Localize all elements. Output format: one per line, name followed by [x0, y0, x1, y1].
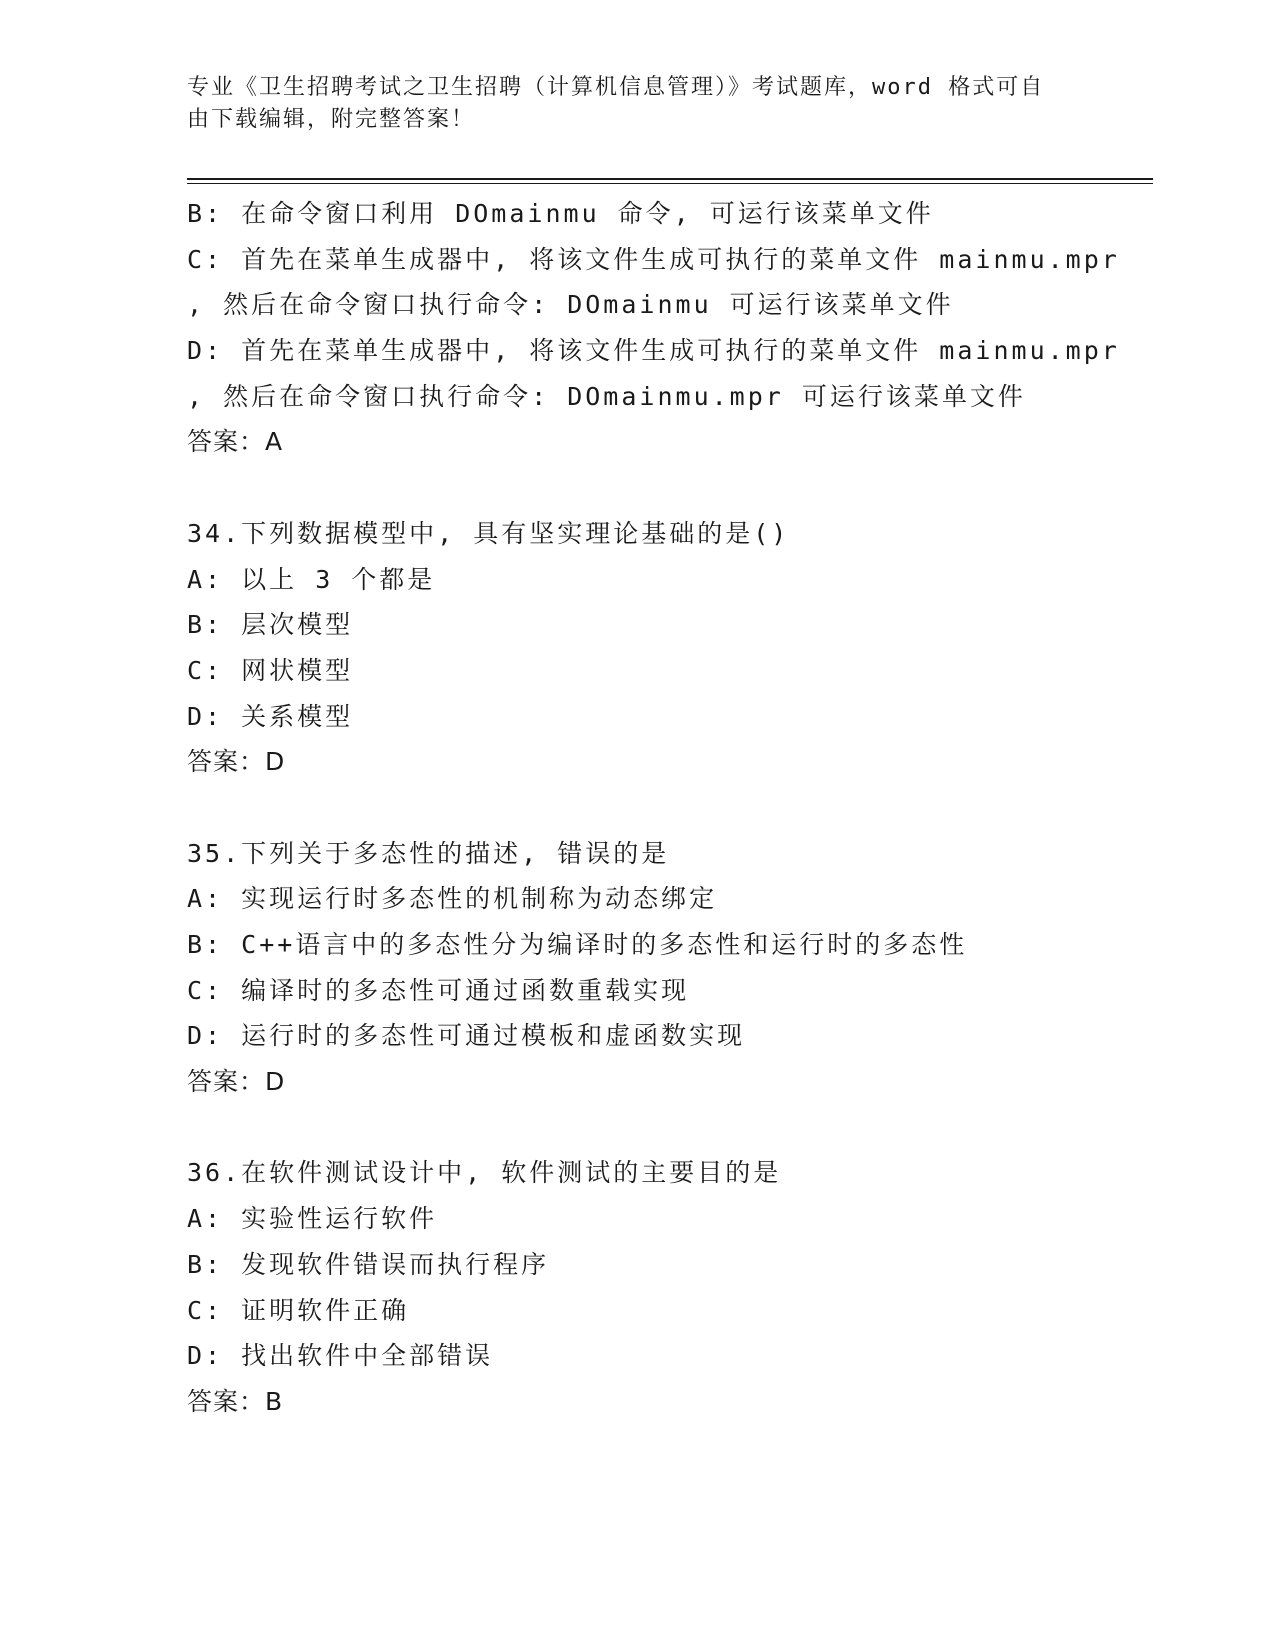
option-b: B: C++语言中的多态性分为编译时的多态性和运行时的多态性 — [187, 930, 968, 959]
answer: 答案：B — [187, 1386, 284, 1416]
option-c: C: 网状模型 — [187, 655, 354, 685]
option-c: C: 编译时的多态性可通过函数重载实现 — [187, 975, 690, 1005]
option-c: C: 首先在菜单生成器中, 将该文件生成可执行的菜单文件 mainmu.mpr — [187, 244, 1120, 274]
header-line-1: 专业《卫生招聘考试之卫生招聘（计算机信息管理）》考试题库，word 格式可自 — [187, 75, 1045, 100]
question-list — [187, 191, 1147, 1425]
option-b: B: 在命令窗口利用 DOmainmu 命令, 可运行该菜单文件 — [187, 199, 934, 228]
question-title: 35.下列关于多态性的描述, 错误的是 — [187, 838, 670, 868]
question-33-continued — [187, 191, 1147, 465]
header-line-2: 由下载编辑，附完整答案！ — [187, 107, 476, 132]
spacer — [187, 785, 1147, 831]
answer: 答案：A — [187, 427, 284, 457]
option-d-continued: , 然后在命令窗口执行命令: DOmainmu.mpr 可运行该菜单文件 — [187, 381, 1026, 411]
question-34 — [187, 511, 1147, 785]
header-rule-thick — [187, 178, 1153, 180]
option-b: B: 层次模型 — [187, 610, 354, 640]
question-36 — [187, 1150, 1147, 1424]
option-d: D: 找出软件中全部错误 — [187, 1341, 494, 1371]
question-title: 34.下列数据模型中, 具有坚实理论基础的是() — [187, 518, 790, 548]
answer: 答案：D — [187, 747, 286, 777]
spacer — [187, 465, 1147, 511]
answer: 答案：D — [187, 1067, 286, 1097]
option-c: C: 证明软件正确 — [187, 1295, 410, 1325]
option-b: B: 发现软件错误而执行程序 — [187, 1249, 550, 1279]
option-d: D: 首先在菜单生成器中, 将该文件生成可执行的菜单文件 mainmu.mpr — [187, 336, 1120, 366]
document-header — [187, 72, 1087, 136]
option-d: D: 运行时的多态性可通过模板和虚函数实现 — [187, 1021, 746, 1051]
option-a: A: 以上 3 个都是 — [187, 564, 436, 594]
question-35 — [187, 831, 1147, 1105]
option-a: A: 实验性运行软件 — [187, 1204, 438, 1234]
header-rule-thin — [187, 183, 1153, 184]
spacer — [187, 1105, 1147, 1151]
option-d: D: 关系模型 — [187, 701, 354, 731]
question-title: 36.在软件测试设计中, 软件测试的主要目的是 — [187, 1158, 782, 1188]
option-a: A: 实现运行时多态性的机制称为动态绑定 — [187, 884, 718, 914]
option-c-continued: , 然后在命令窗口执行命令: DOmainmu 可运行该菜单文件 — [187, 290, 954, 320]
